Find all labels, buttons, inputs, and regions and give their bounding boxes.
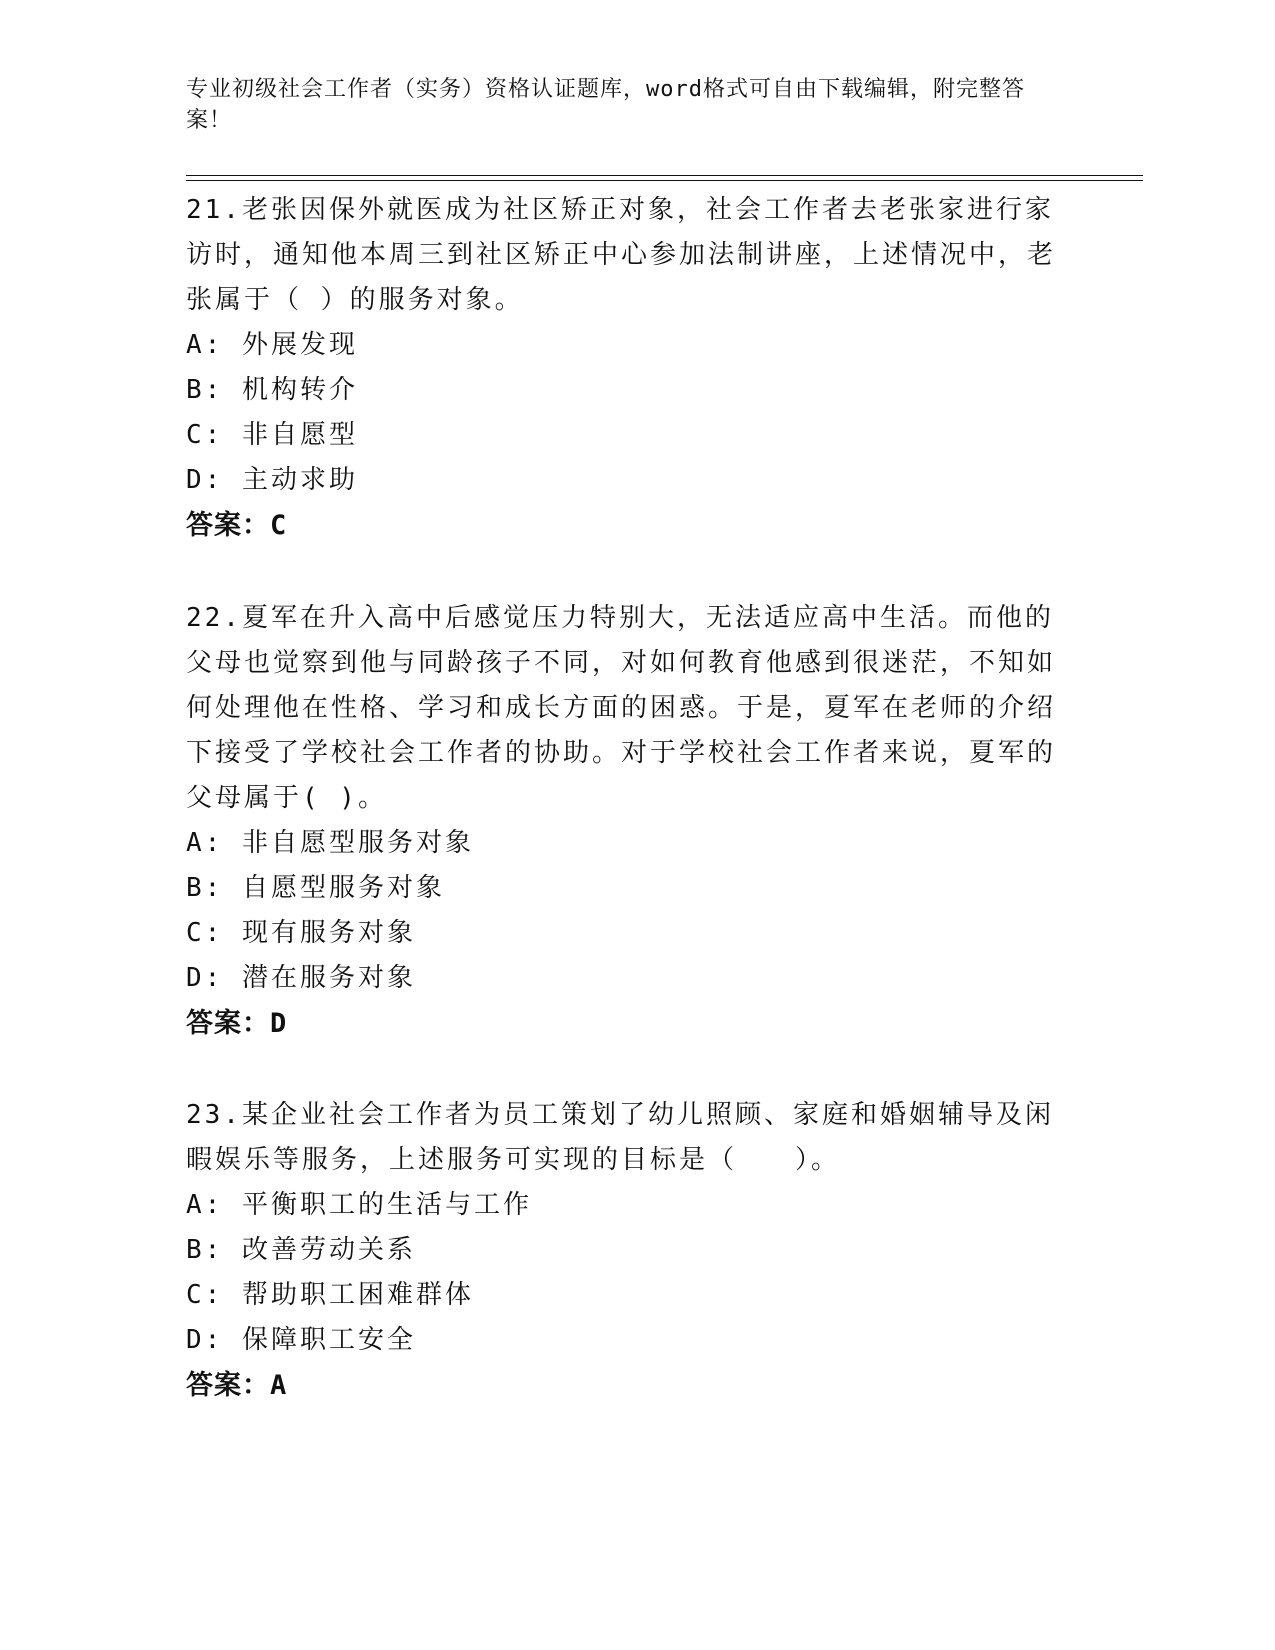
option-b: B: 改善劳动关系 — [186, 1235, 416, 1265]
question-stem: 21.老张因保外就医成为社区矫正对象，社会工作者去老张家进行家访时，通知他本周三到社区矫正中心参加法制讲座，上述情况中，老张属于（ ）的服务对象。 — [186, 195, 1057, 315]
question-stem: 23.某企业社会工作者为员工策划了幼儿照顾、家庭和婚姻辅导及闲暇娱乐等服务，上述服务可实现的目标是（ ）。 — [186, 1100, 1054, 1175]
question-22 — [186, 596, 1066, 1046]
option-a: A: 外展发现 — [186, 330, 358, 360]
answer: 答案：C — [186, 510, 288, 541]
header-divider-top — [186, 175, 1143, 176]
option-a: A: 平衡职工的生活与工作 — [186, 1190, 532, 1220]
option-a: A: 非自愿型服务对象 — [186, 828, 474, 858]
option-b: B: 自愿型服务对象 — [186, 873, 445, 903]
answer: 答案：D — [186, 1008, 288, 1039]
question-stem: 22.夏军在升入高中后感觉压力特别大，无法适应高中生活。而他的父母也觉察到他与同龄孩子不同，对如何教育他感到很迷茫，不知如何处理他在性格、学习和成长方面的困惑。于是，夏军在老师的介绍下接受了学校社会工作者的协助。对于学校社会工作者来说，夏军的父母属于( )。 — [186, 603, 1057, 813]
document-header: 专业初级社会工作者（实务）资格认证题库，word格式可自由下载编辑，附完整答案！ — [186, 77, 1025, 133]
question-21 — [186, 188, 1066, 548]
option-d: D: 潜在服务对象 — [186, 963, 416, 993]
option-c: C: 非自愿型 — [186, 420, 358, 450]
option-d: D: 保障职工安全 — [186, 1325, 416, 1355]
option-c: C: 现有服务对象 — [186, 918, 416, 948]
option-d: D: 主动求助 — [186, 465, 358, 495]
option-c: C: 帮助职工困难群体 — [186, 1280, 474, 1310]
answer: 答案：A — [186, 1370, 288, 1401]
option-b: B: 机构转介 — [186, 375, 358, 405]
header-divider-bottom — [186, 180, 1143, 181]
question-23 — [186, 1093, 1066, 1408]
